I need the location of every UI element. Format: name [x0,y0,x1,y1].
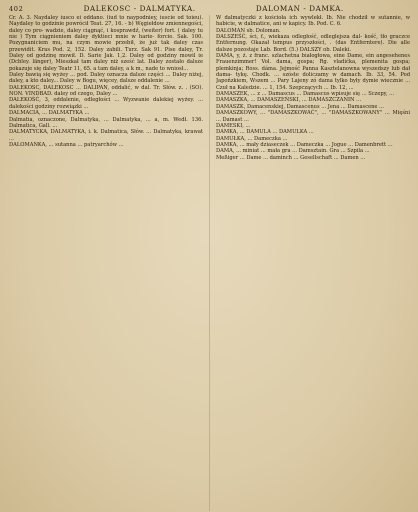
left-column [9,15,203,511]
dictionary-entry: DALSZEŚĆ, ści, f., wiekaza odległość, odleglejsza dal- kość, tło graczce Entfernung. Okazał tempus przyszłości, . (das Entferntere). Die alle dalsze pozostaje Lab. Bord. (5.) DALSZY ob. Daleki. [216,34,410,53]
dictionary-entry: DAMA, y, ż. z franc. szlachetna białogłowa, eine Dame, ein angesehenes Frauenzimmer! Vol. dama, gospa; Rg. vladićka, plemenita gospa; plemkinja; Ross. dáma. Jejmość Panna Kasztelanowna wyszedszy lub dał dama- tykę. Chodk. ... szóste doliczamy w damach. Ib. 33, 54. Pod Japońzkiem, Wszem ... Pary Lajeny zó dama tylko były dymie wiecznie ... Czuł na Kaledzie. ... 1, 154. Szepczących ... Ib. 12, ... [216,53,410,91]
dictionary-entry: DALMACIA, ... DALMATYKA ... [9,110,90,117]
dictionary-entry: Cr. A. 3. Naydaley iusco ei oddano. (iud to naypodniey, iuscie od toieu). Naydaley to godzinie powrócił Teat. 27, 16. - b) Węgiełdow zmiennegości, daley co pro- wadzie, daley ciągnąć, i kosprawdź, (weiter) fort. ( daley tu nie ) Tym ciągnieniem daley dyktieci mnie w harie- forcie. Sak. 100. Pozygnaniciem mu, na czym mowie przebił, że już tak daley czas przewidit. Kras Pod. 2, 152. Daley zabili. Turz. Sak 91. Pise daley, Tr. Daley od godzinę mowił. D. Sarie Jak. 1,2. Daley od godziny mowil ie (Dcbley. länger), Mieszkał tam daley niż sześć lat. Daley zostało dalsze pokazuje się daley Teatr 11, 65. a tam daley, a k m., nade to wniosł... [9,15,203,72]
left-header-title: DALEKOSC - DALMATYKA. [83,4,196,13]
dictionary-entry: Meßiger ... Dame ... daminch ... Gesellschaft ... Damen ... [216,154,366,161]
dictionary-entry: DAMASZKA, ... DAMASZEŃSKI, ... DAMASZCZANIN ... [216,97,362,104]
column-divider [209,15,210,511]
dictionary-entry: DALOMANKA, ... sutanna ... patryarchów ... [9,141,124,148]
text-columns [9,15,410,511]
right-column [216,15,410,511]
dictionary-entry: DALEKOŚĆ, 3, oddalenie, odległości ... Wyzwanie dalekiej wyżey. ... dalekości godziny rozwiązki ... [9,97,203,110]
dictionary-entry: DALMATYCKA, DALMATYKA, i. k. Dalmatica, Słów. ... Dalmatyka, krawat ... [9,129,203,142]
dictionary-entry: DAMESKI, ... [216,122,251,129]
dictionary-entry: DAMASZKOWY, ... "DAMASZKOWAĆ", ... "DAMASZKOWANY" ... Mięśni ... Damast ... [216,110,410,123]
dictionary-entry: DALOMAN sb. Doloman. [216,27,281,34]
dictionary-entry: DAMA, ... miniat ... mała gra ... Damsztain. Gra ... Szpila ... [216,148,370,155]
right-header-title: DALOMAN - DAMKA. [255,4,344,13]
dictionary-entry: Dalmatia, oznaczone, Dalmatyka, ... Dalmatyka, ... a, m. Wedł. 136. Dalmatica, Gall. ... [9,116,203,129]
dictionary-entry: DAMASZEK, ... z ... Damascus ... Damascus wpisuje się ... Sczepy, ... [216,91,395,98]
dictionary-entry: DALEKOSC, DALEKOSC ... DALIPAN, oddalić, w dal. Tr. Słów. z. . (SO). NON. VINDBAD. daley od czego, Daley ... [9,84,203,98]
dictionary-entry: DAMKA, ... DAMULA ... DAMULKA ... [216,129,314,136]
running-header [9,4,410,14]
dictionary-entry: W dalmatyczki z kościoła ich wywlekł. Ib. Nie chodził w sutannie, w habicie, w dalmatice, ani w kapicy. Ib. Pod. C. 6. [216,15,410,28]
dictionary-entry: DAMASZK, Damacenskiej, Damascenus ... Jena ... Damascene ... [216,103,385,110]
page-number: 402 [9,5,24,13]
dictionary-entry: Daley bawią się wyżey ... pod. Daley oznacza dalsze części ... Daley niżej, daley, a kto daley... Daley w Bogu, więcey, dalsze oddalenie ... [9,72,203,85]
dictionary-entry: DAMKA, ... mały dziaseczek ... Dameczka ... Jogue ... Damenbrett ... [216,141,393,148]
dictionary-entry: DAMUŁKA, ... Dameczka ... [216,135,288,142]
